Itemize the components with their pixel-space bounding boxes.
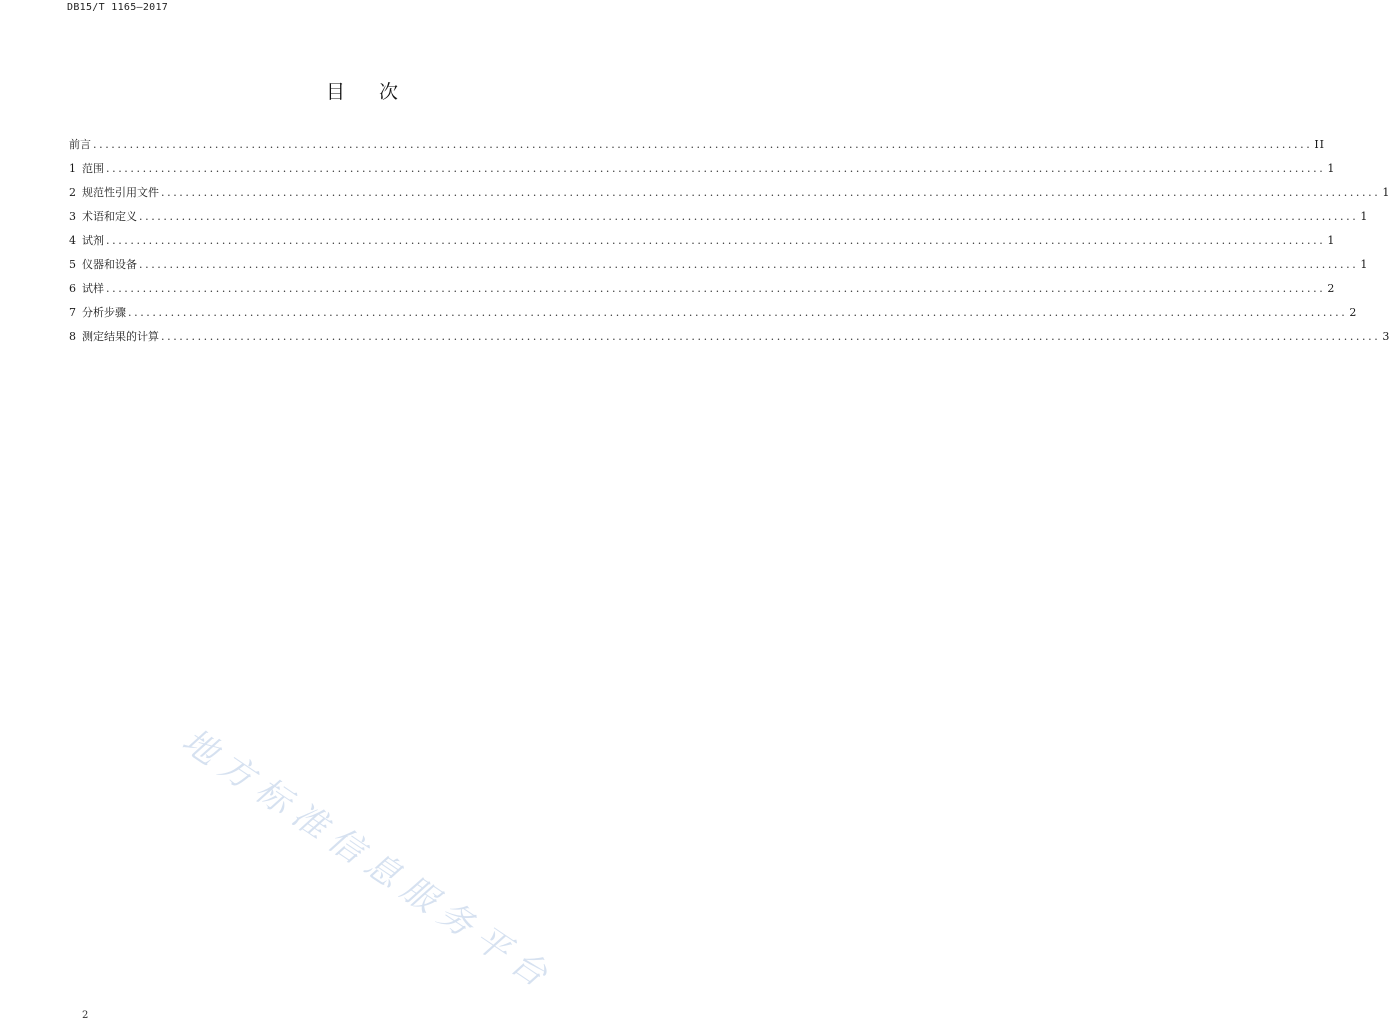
- toc-entry-label: 规范性引用文件: [82, 186, 159, 199]
- toc-entry-number: 7: [69, 306, 76, 319]
- toc-entry-reagents[interactable]: [69, 234, 1336, 258]
- dot-leader: ........................................................................................................................................................................................................: [128, 306, 1348, 319]
- toc-entry-label: 前言: [69, 138, 91, 151]
- toc-entry-number: 6: [69, 282, 76, 295]
- toc-entry-page: 2: [1327, 282, 1336, 295]
- document-code: DB15/T 1165—2017: [67, 2, 169, 13]
- dot-leader: ........................................................................................................................................................................................................: [161, 330, 1381, 343]
- toc-entry-label: 仪器和设备: [82, 258, 137, 271]
- toc-entry-label: 术语和定义: [82, 210, 137, 223]
- toc-entry-normative-references[interactable]: [69, 186, 1390, 210]
- page-number: 2: [82, 1010, 89, 1021]
- toc-entry-label: 试样: [82, 282, 104, 295]
- toc-entry-page: 2: [1349, 306, 1358, 319]
- toc-entry-label: 试剂: [82, 234, 104, 247]
- dot-leader: ........................................................................................................................................................................................................: [106, 162, 1326, 175]
- toc-entry-number: 3: [69, 210, 76, 223]
- toc-entry-page: 1: [1327, 234, 1336, 247]
- toc-entry-page: 3: [1382, 330, 1390, 343]
- toc-entry-number: 8: [69, 330, 76, 343]
- toc-entry-label: 分析步骤: [82, 306, 126, 319]
- dot-leader: ........................................................................................................................................................................................................: [93, 138, 1313, 151]
- toc-entry-samples[interactable]: [69, 282, 1336, 306]
- toc-list: [69, 138, 1390, 354]
- dot-leader: ........................................................................................................................................................................................................: [139, 210, 1359, 223]
- dot-leader: ........................................................................................................................................................................................................: [161, 186, 1381, 199]
- toc-entry-number: 4: [69, 234, 76, 247]
- toc-entry-page: 1: [1360, 258, 1369, 271]
- toc-entry-label: 测定结果的计算: [82, 330, 159, 343]
- toc-entry-label: 范围: [82, 162, 104, 175]
- toc-entry-analysis-steps[interactable]: [69, 306, 1358, 330]
- toc-title: [0, 77, 724, 104]
- toc-entry-instruments[interactable]: [69, 258, 1369, 282]
- toc-entry-number: 1: [69, 162, 76, 175]
- toc-entry-page: 1: [1360, 210, 1369, 223]
- toc-entry-page: 1: [1382, 186, 1390, 199]
- toc-entry-terms-definitions[interactable]: [69, 210, 1369, 234]
- watermark: 地方标准信息服务平台: [174, 720, 563, 1001]
- toc-entry-number: 5: [69, 258, 76, 271]
- toc-title-char-2: 次: [379, 81, 399, 103]
- dot-leader: ........................................................................................................................................................................................................: [106, 282, 1326, 295]
- toc-entry-result-calculation[interactable]: [69, 330, 1390, 354]
- toc-entry-page: 1: [1327, 162, 1336, 175]
- toc-entry-number: 2: [69, 186, 76, 199]
- toc-title-char-1: 目: [325, 81, 345, 103]
- dot-leader: ........................................................................................................................................................................................................: [139, 258, 1359, 271]
- dot-leader: ........................................................................................................................................................................................................: [106, 234, 1326, 247]
- toc-entry-scope[interactable]: [69, 162, 1336, 186]
- toc-entry-page: II: [1314, 138, 1326, 151]
- toc-entry-preface[interactable]: [69, 138, 1326, 162]
